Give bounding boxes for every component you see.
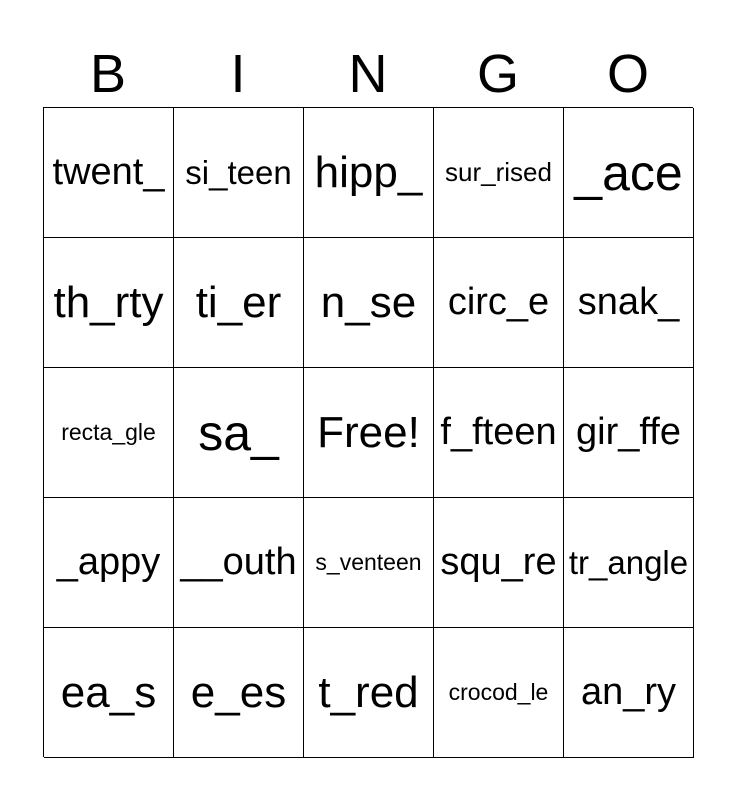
cell-text: t_red	[318, 667, 419, 717]
bingo-cell[interactable]	[304, 498, 434, 628]
cell-text: _appy	[56, 541, 161, 583]
bingo-cell[interactable]	[44, 238, 174, 368]
cell-text: th_rty	[53, 277, 164, 327]
cell-text: twent_	[52, 151, 165, 193]
bingo-cell[interactable]	[434, 498, 564, 628]
bingo-cell[interactable]	[564, 238, 694, 368]
header-letter-b: B	[89, 44, 127, 104]
bingo-card-grid	[43, 107, 693, 757]
free-space-text: Free!	[317, 407, 420, 457]
cell-text: __outh	[180, 541, 297, 583]
bingo-cell[interactable]	[564, 108, 694, 238]
cell-text: hipp_	[314, 147, 423, 197]
bingo-cell[interactable]	[434, 238, 564, 368]
bingo-cell[interactable]	[304, 628, 434, 758]
bingo-cell[interactable]	[44, 498, 174, 628]
header-letter-g: G	[476, 44, 519, 104]
cell-text: ea_s	[60, 667, 157, 717]
cell-text: gir_ffe	[576, 411, 681, 453]
cell-text: f_fteen	[440, 411, 557, 453]
cell-text: si_teen	[185, 153, 292, 191]
bingo-cell[interactable]	[44, 628, 174, 758]
bingo-cell[interactable]	[174, 628, 304, 758]
bingo-cell[interactable]	[434, 628, 564, 758]
cell-text: tr_angle	[568, 543, 689, 581]
cell-text: an_ry	[580, 671, 677, 713]
cell-text: e_es	[190, 667, 287, 717]
bingo-cell[interactable]	[174, 238, 304, 368]
header-letter-i: I	[230, 44, 246, 104]
bingo-cell[interactable]	[44, 108, 174, 238]
header-letter-n: N	[348, 44, 388, 104]
cell-text: _ace	[574, 144, 683, 201]
cell-text: sa_	[198, 404, 279, 461]
bingo-cell[interactable]	[304, 238, 434, 368]
header-letter-o: O	[606, 44, 649, 104]
cell-text: circ_e	[447, 281, 550, 323]
bingo-cell[interactable]	[174, 108, 304, 238]
free-space-cell[interactable]	[304, 368, 434, 498]
bingo-cell[interactable]	[304, 108, 434, 238]
bingo-cell[interactable]	[564, 628, 694, 758]
cell-text: recta_gle	[61, 419, 156, 445]
bingo-header	[43, 40, 693, 108]
cell-text: crocod_le	[448, 679, 549, 705]
bingo-cell[interactable]	[564, 498, 694, 628]
cell-text: squ_re	[440, 541, 557, 583]
cell-text: s_venteen	[315, 549, 422, 575]
bingo-cell[interactable]	[174, 368, 304, 498]
bingo-cell[interactable]	[434, 108, 564, 238]
bingo-cell[interactable]	[44, 368, 174, 498]
cell-text: n_se	[320, 277, 417, 327]
cell-text: snak_	[577, 281, 680, 323]
bingo-cell[interactable]	[564, 368, 694, 498]
cell-text: ti_er	[195, 277, 282, 327]
bingo-cell[interactable]	[174, 498, 304, 628]
bingo-cell[interactable]	[434, 368, 564, 498]
cell-text: sur_rised	[445, 157, 552, 187]
